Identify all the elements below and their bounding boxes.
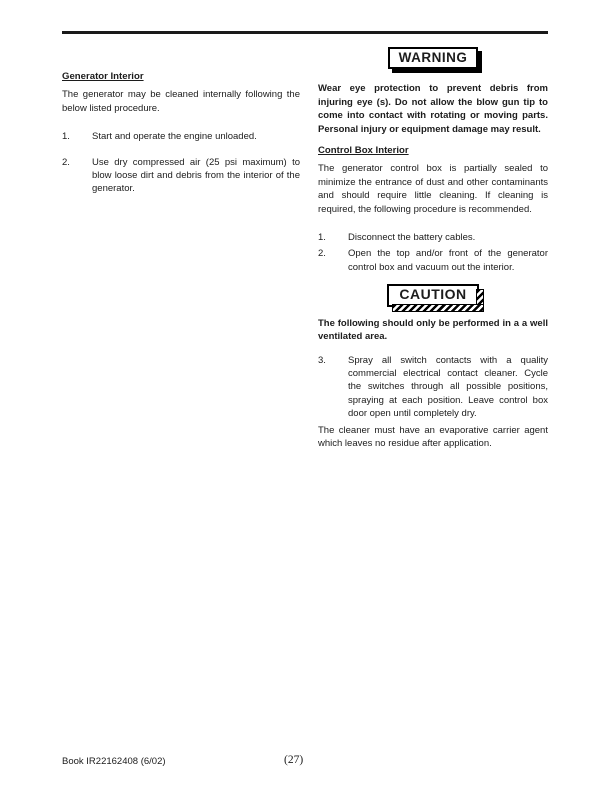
list-item: [318, 231, 548, 244]
list-text: Use dry compressed air (25 psi maximum) to blow loose dirt and debris from the interior of the generator.: [92, 156, 300, 195]
page-footer: [62, 756, 548, 767]
warning-box: [388, 47, 479, 69]
right-column: [318, 47, 548, 450]
generator-interior-intro: The generator may be cleaned internally following the below listed procedure.: [62, 89, 300, 114]
generator-procedure-list: [62, 130, 300, 196]
control-box-intro: The generator control box is partially sealed to minimize the entrance of dust and other contaminants and should require little cleaning. If cleaning is required, the following procedure is recommended.: [318, 163, 548, 215]
list-item: [62, 156, 300, 196]
list-text: Disconnect the battery cables.: [348, 232, 476, 244]
list-number: 1.: [62, 131, 70, 143]
caution-box-container: [318, 284, 548, 306]
list-text: Spray all switch contacts with a quality commercial electrical contact cleaner. Cycle the switches through all possible positions, spraying at each position. Leave control box door open until completely dry.: [348, 354, 548, 420]
list-text: Start and operate the engine unloaded.: [92, 131, 257, 143]
list-number: 2.: [318, 248, 326, 260]
warning-box-container: [318, 47, 548, 69]
left-column: [62, 70, 300, 208]
control-box-procedure-list: [318, 231, 548, 274]
list-item: [62, 130, 300, 143]
caution-label: CAUTION: [399, 286, 467, 303]
warning-label: WARNING: [398, 50, 468, 65]
list-item: [318, 354, 548, 421]
footer-book-reference: Book IR22162408 (6/02): [62, 756, 166, 767]
closing-note: The cleaner must have an evaporative carrier agent which leaves no residue after application.: [318, 424, 548, 449]
section-heading-generator-interior: Generator Interior: [62, 71, 144, 82]
footer-page-number: (27): [284, 754, 304, 766]
list-number: 1.: [318, 232, 326, 244]
section-heading-control-box-interior: Control Box Interior: [318, 145, 409, 157]
list-item: [318, 247, 548, 274]
caution-box: [387, 284, 478, 306]
caution-text: The following should only be performed in a a well ventilated area.: [318, 317, 548, 343]
list-number: 2.: [62, 156, 70, 168]
list-text: Open the top and/or front of the generator control box and vacuum out the interior.: [348, 248, 548, 273]
header-rule: [62, 31, 548, 34]
list-number: 3.: [318, 354, 326, 366]
warning-text: Wear eye protection to prevent debris from injuring eye (s). Do not allow the blow gun tip to come into contact with rotating or moving parts. Personal injury or equipment damage may result.: [318, 83, 548, 135]
